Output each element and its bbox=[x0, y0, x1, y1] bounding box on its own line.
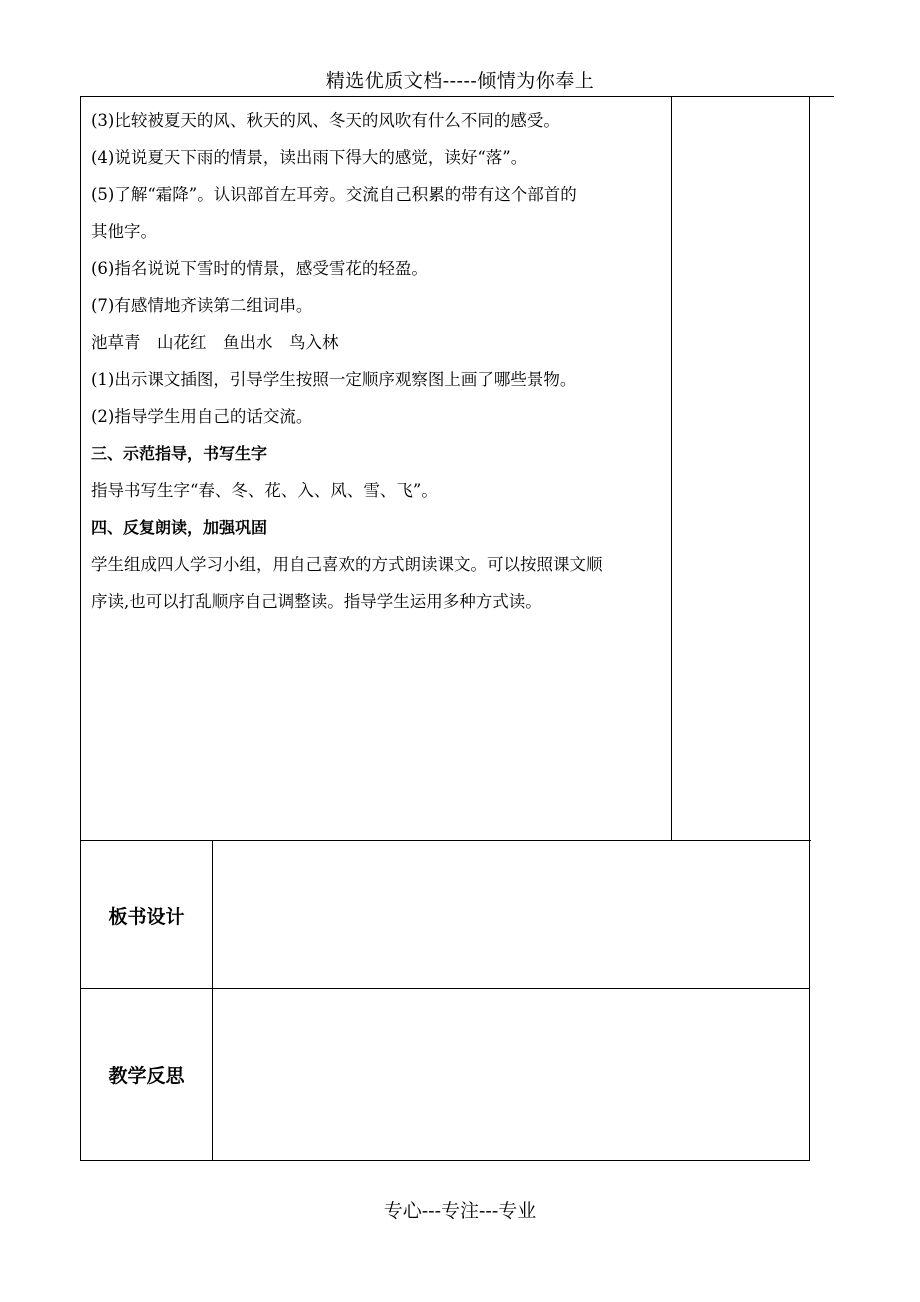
lesson-plan-table bbox=[80, 96, 810, 1161]
lesson-line: (1)出示课文插图，引导学生按照一定顺序观察图上画了哪些景物。 bbox=[91, 370, 577, 389]
lesson-line: 序读,也可以打乱顺序自己调整读。指导学生运用多种方式读。 bbox=[91, 592, 542, 611]
teaching-reflection-label: 教学反思 bbox=[81, 989, 213, 1160]
lesson-line: 指导书写生字“春、冬、花、入、风、雪、飞”。 bbox=[91, 481, 438, 500]
lesson-content-cell bbox=[81, 96, 672, 841]
board-design-body[interactable] bbox=[213, 841, 809, 989]
notes-cell bbox=[672, 96, 811, 841]
page-header: 精选优质文档-----倾情为你奉上 bbox=[325, 70, 595, 92]
section-heading: 四、反复朗读，加强巩固 bbox=[91, 518, 268, 537]
section-heading: 三、示范指导，书写生字 bbox=[91, 444, 268, 463]
lesson-content bbox=[91, 102, 667, 620]
board-design-label: 板书设计 bbox=[81, 841, 213, 989]
lesson-line: 池草青 山花红 鱼出水 鸟入林 bbox=[91, 333, 339, 352]
page-footer: 专心---专注---专业 bbox=[383, 1200, 537, 1222]
lesson-line: 其他字。 bbox=[91, 222, 157, 241]
lesson-line: (4)说说夏天下雨的情景，读出雨下得大的感觉，读好“落”。 bbox=[91, 148, 528, 167]
notes-cell-top-border bbox=[672, 96, 810, 97]
lesson-line: (6)指名说说下雪时的情景，感受雪花的轻盈。 bbox=[91, 259, 428, 278]
lesson-line: 学生组成四人学习小组，用自己喜欢的方式朗读课文。可以按照课文顺 bbox=[91, 555, 603, 574]
lesson-line: (5)了解“霜降”。认识部首左耳旁。交流自己积累的带有这个部首的 bbox=[91, 185, 577, 204]
lesson-line: (3)比较被夏天的风、秋天的风、冬天的风吹有什么不同的感受。 bbox=[91, 111, 560, 130]
lesson-line: (2)指导学生用自己的话交流。 bbox=[91, 407, 313, 426]
lesson-line: (7)有感情地齐读第二组词串。 bbox=[91, 296, 313, 315]
teaching-reflection-body[interactable] bbox=[213, 989, 809, 1160]
